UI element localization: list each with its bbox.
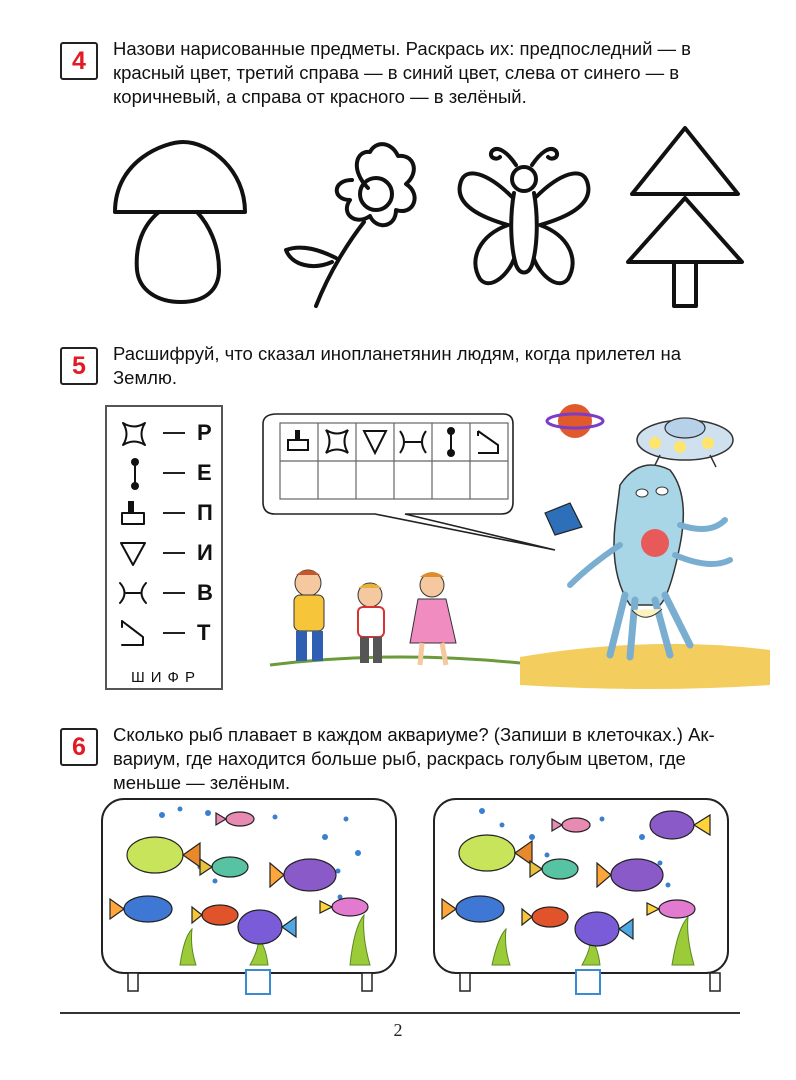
page-divider xyxy=(60,1012,740,1014)
cipher-letter: Т xyxy=(197,620,211,645)
plunger-icon xyxy=(119,499,147,527)
task-5-line-2: Землю. xyxy=(113,367,177,388)
page-number: 2 xyxy=(393,1020,403,1040)
dumbbell-icon xyxy=(125,457,145,491)
cipher-row xyxy=(107,453,225,493)
brackets-icon xyxy=(117,581,149,605)
task-6-line-3: меньше — зелёным. xyxy=(113,772,291,793)
cipher-title: ШИФР xyxy=(131,669,201,686)
task-number-5: 5 xyxy=(60,347,98,385)
flower-icon[interactable] xyxy=(280,130,430,310)
mushroom-icon[interactable] xyxy=(105,130,255,310)
task-4-line-2: красный цвет, третий справа — в синий цвет, слева от синего — в xyxy=(113,62,680,83)
cipher-letter: П xyxy=(197,500,213,525)
star-icon xyxy=(121,421,147,447)
aquarium-right[interactable] xyxy=(432,797,732,997)
cipher-letter: Е xyxy=(197,460,212,485)
fir-tree-icon[interactable] xyxy=(620,120,750,315)
children-group xyxy=(294,570,456,665)
task-5-text xyxy=(113,342,681,390)
answer-box-left[interactable] xyxy=(245,969,271,995)
task-4-line-3: коричневый, а справа от красного — в зелёный. xyxy=(113,86,527,107)
answer-box-right[interactable] xyxy=(575,969,601,995)
task-6-line-1: Сколько рыб плавает в каждом аквариуме? (Запиши в клеточках.) Ак- xyxy=(113,724,715,745)
task-number-6: 6 xyxy=(60,728,98,766)
cipher-row xyxy=(107,613,225,653)
alien-character xyxy=(545,465,730,657)
task-5-line-1: Расшифруй, что сказал инопланетянин людям, когда прилетел на xyxy=(113,343,681,364)
task-6-line-2: вариум, где находится больше рыб, раскрась голубым цветом, где xyxy=(113,748,686,769)
butterfly-icon[interactable] xyxy=(450,135,600,305)
ufo-icon xyxy=(637,418,733,467)
cipher-letter: Р xyxy=(197,420,212,445)
task-6-text xyxy=(113,723,715,795)
cipher-legend xyxy=(105,405,223,690)
planet-icon xyxy=(547,404,603,438)
z-shape-icon xyxy=(119,619,147,647)
cipher-letter: И xyxy=(197,540,213,565)
alien-scene-illustration xyxy=(270,395,775,695)
aquarium-left[interactable] xyxy=(100,797,400,997)
cipher-row xyxy=(107,493,225,533)
task-4-text xyxy=(113,37,691,109)
cipher-letter: В xyxy=(197,580,213,605)
cipher-row xyxy=(107,413,225,453)
cipher-row xyxy=(107,573,225,613)
cipher-row xyxy=(107,533,225,573)
task-number-4: 4 xyxy=(60,42,98,80)
triangle-down-icon xyxy=(119,541,147,567)
task-4-line-1: Назови нарисованные предметы. Раскрась их: предпоследний — в xyxy=(113,38,692,59)
